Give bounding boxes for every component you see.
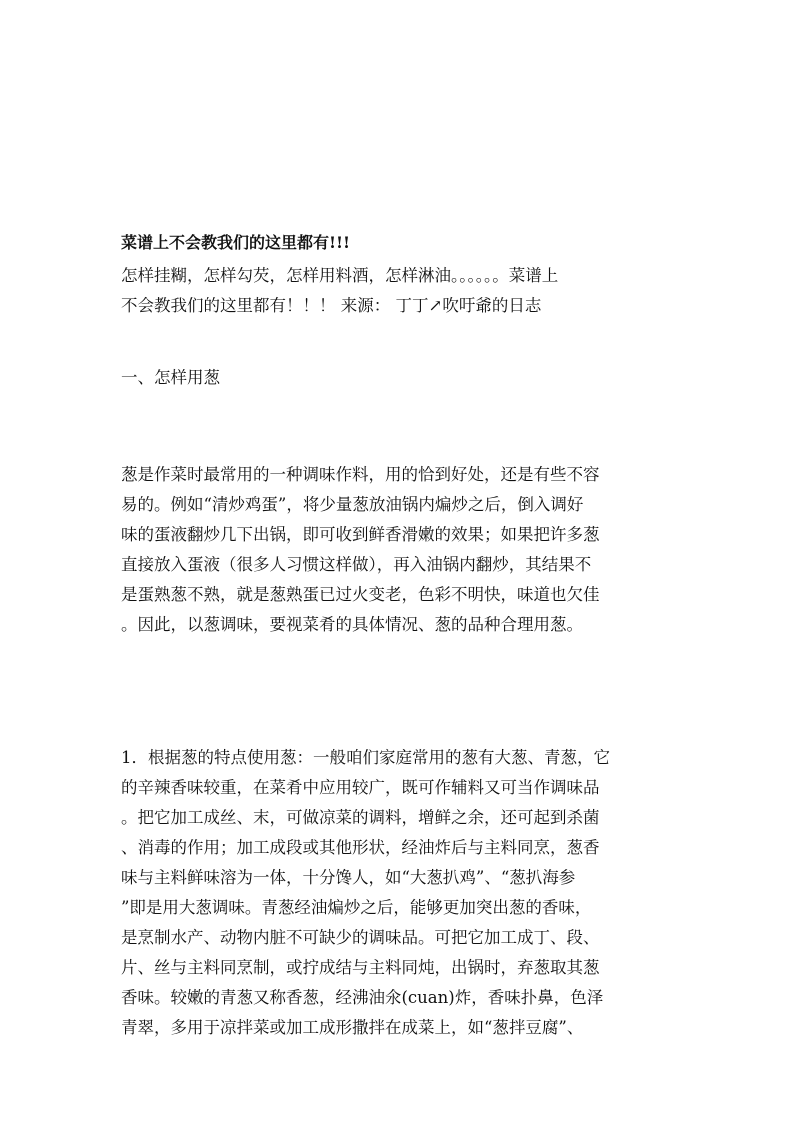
paragraph-line: 是蛋熟葱不熟，就是葱熟蛋已过火变老，色彩不明快，味道也欠佳 xyxy=(121,585,600,604)
paragraph-line: 。因此，以葱调味，要视菜肴的具体情况、葱的品种合理用葱。 xyxy=(121,615,583,634)
intro-line: 不会教我们的这里都有！！！ 来源： 丁丁↗吹吁爺的日志 xyxy=(121,296,542,315)
paragraph-line: 直接放入蛋液（很多人习惯这样做），再入油锅内翻炒，其结果不 xyxy=(121,555,592,574)
paragraph-line: 青翠，多用于凉拌菜或加工成形撒拌在成菜上，如“葱拌豆腐”、 xyxy=(121,1018,584,1037)
paragraph-onion-characteristics xyxy=(121,743,666,1043)
paragraph-line: 片、丝与主料同烹制，或拧成结与主料同炖，出锅时，弃葱取其葱 xyxy=(121,958,600,977)
paragraph-line: 、消毒的作用；加工成段或其他形状，经油炸后与主料同烹，葱香 xyxy=(121,838,600,857)
document-title: 菜谱上不会教我们的这里都有!!! xyxy=(121,233,351,252)
paragraph-line: 味的蛋液翻炒几下出锅，即可收到鲜香滑嫩的效果；如果把许多葱 xyxy=(121,525,600,544)
paragraph-line: 葱是作菜时最常用的一种调味作料，用的恰到好处，还是有些不容 xyxy=(121,465,600,484)
paragraph-onion-usage xyxy=(121,460,666,640)
intro-paragraph xyxy=(121,261,666,321)
paragraph-line: 香味。较嫩的青葱又称香葱，经沸油氽(cuan)炸，香味扑鼻，色泽 xyxy=(121,988,604,1007)
paragraph-line: 是烹制水产、动物内脏不可缺少的调味品。可把它加工成丁、段、 xyxy=(121,928,600,947)
paragraph-line: ”即是用大葱调味。青葱经油煸炒之后，能够更加突出葱的香味， xyxy=(121,898,592,917)
intro-line: 怎样挂糊，怎样勾芡，怎样用料酒，怎样淋油。。。。。。菜谱上 xyxy=(121,266,559,285)
paragraph-line: 味与主料鲜味溶为一体，十分馋人，如“大葱扒鸡”、“葱扒海参 xyxy=(121,868,576,887)
document-page xyxy=(121,231,666,1043)
paragraph-line: 易的。例如“清炒鸡蛋”，将少量葱放油锅内煸炒之后，倒入调好 xyxy=(121,495,584,514)
paragraph-line: 。把它加工成丝、末，可做凉菜的调料，增鲜之余，还可起到杀菌 xyxy=(121,808,600,827)
paragraph-line: 1．根据葱的特点使用葱：一般咱们家庭常用的葱有大葱、青葱，它 xyxy=(121,748,610,767)
section-heading: 一、怎样用葱 xyxy=(121,368,220,387)
paragraph-line: 的辛辣香味较重，在菜肴中应用较广，既可作辅料又可当作调味品 xyxy=(121,778,600,797)
